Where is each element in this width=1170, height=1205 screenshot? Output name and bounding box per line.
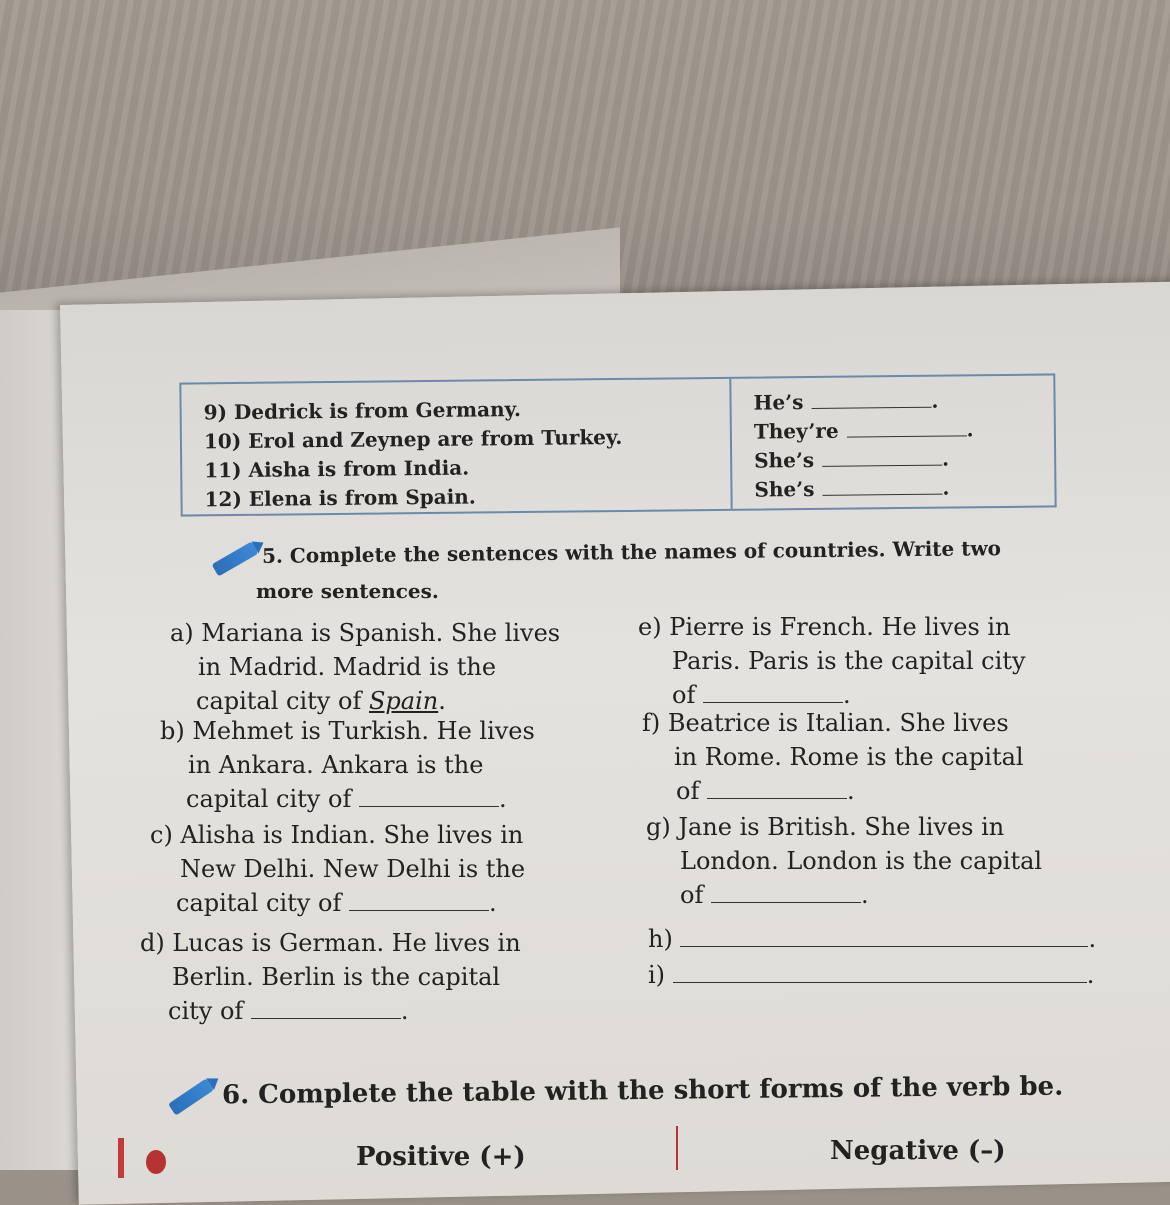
margin-dot — [146, 1150, 166, 1174]
answer-handwritten: Spain — [368, 687, 439, 715]
answer-prefix: She’s — [754, 476, 815, 502]
answer-blank[interactable] — [846, 415, 966, 437]
answer-blank[interactable] — [822, 474, 942, 496]
exercise6-heading: 6. Complete the table with the short forms of the verb be. — [221, 1071, 1064, 1111]
pencil-icon — [168, 1078, 214, 1115]
answer-blank[interactable] — [711, 880, 861, 903]
answer-prefix: She’s — [754, 447, 815, 473]
answer-blank[interactable] — [707, 776, 847, 799]
answer-row-12: She’s . — [754, 473, 974, 504]
sentence-g: g) Jane is British. She lives in London. London is the capital of . — [646, 813, 1043, 909]
answer-row-11: She’s . — [754, 444, 974, 475]
answer-prefix: They’re — [753, 418, 839, 444]
sentence-a: a) Mariana is Spanish. She lives in Madrid. Madrid is the capital city of Spain. — [170, 619, 561, 715]
sentence-f: f) Beatrice is Italian. She lives in Rome. Rome is the capital of . — [642, 709, 1024, 805]
sentence-h: h) . — [648, 925, 1097, 953]
answer-row-9: He’s . — [753, 386, 973, 417]
exercise4-sentences — [203, 394, 623, 514]
sentence-e: e) Pierre is French. He lives in Paris. Paris is the capital city of . — [638, 613, 1026, 709]
answer-blank[interactable] — [251, 996, 401, 1019]
exercise5-heading-line1: 5. Complete the sentences with the names of countries. Write two — [261, 536, 1002, 568]
answer-prefix: He’s — [753, 390, 804, 415]
table-divider — [729, 379, 732, 509]
sentence-i: i) . — [648, 961, 1095, 989]
sentence-d: d) Lucas is German. He lives in Berlin. Berlin is the capital city of . — [140, 929, 521, 1025]
answer-blank[interactable] — [673, 960, 1087, 983]
answer-blank[interactable] — [811, 387, 931, 409]
answer-blank[interactable] — [359, 784, 499, 807]
table-column-divider — [676, 1126, 678, 1170]
positive-column-header: Positive (+) — [356, 1142, 526, 1172]
margin-mark — [118, 1138, 124, 1178]
sentence-12: 12) Elena is from Spain. — [204, 484, 476, 512]
sentence-11: 11) Aisha is from India. — [204, 455, 470, 483]
negative-column-header: Negative (–) — [830, 1136, 1006, 1166]
sentence-c: c) Alisha is Indian. She lives in New Delhi. New Delhi is the capital city of . — [150, 821, 526, 917]
pencil-icon — [212, 541, 259, 576]
exercise5-heading-line2: more sentences. — [256, 579, 439, 603]
sentence-9: 9) Dedrick is from Germany. — [203, 397, 521, 425]
answer-blank[interactable] — [703, 680, 843, 703]
exercise4-table — [179, 373, 1056, 516]
sentence-10: 10) Erol and Zeynep are from Turkey. — [203, 424, 623, 454]
answer-blank[interactable] — [349, 888, 489, 911]
answer-blank[interactable] — [680, 924, 1088, 947]
exercise4-answers — [753, 386, 974, 504]
answer-blank[interactable] — [822, 445, 942, 467]
sentence-b: b) Mehmet is Turkish. He lives in Ankara. Ankara is the capital city of . — [160, 717, 535, 813]
answer-row-10: They’re . — [754, 415, 974, 446]
